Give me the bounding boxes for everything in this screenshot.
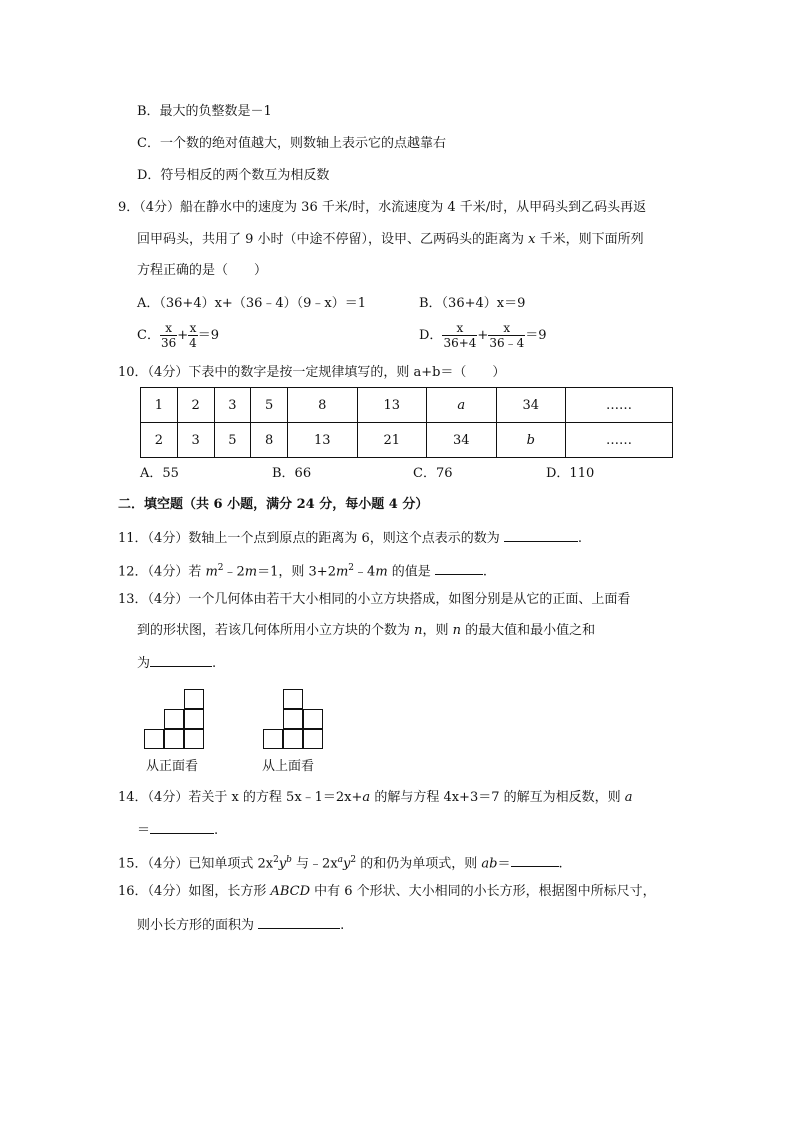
- table-cell: 3: [177, 423, 214, 458]
- table-cell: a: [427, 388, 497, 423]
- table-cell: 2: [141, 423, 178, 458]
- q9-option-b: B．（36+4）x＝9: [419, 296, 526, 311]
- q10-option-c: C．76: [413, 466, 453, 481]
- q10-option-a: A．55: [140, 466, 179, 481]
- q16-line1: 16．（4分）如图，长方形 ABCD 中有 6 个形状、大小相同的小长方形，根据图中所标尺寸，: [118, 884, 656, 899]
- table-cell: b: [496, 423, 566, 458]
- table-cell: 21: [357, 423, 427, 458]
- q9-option-d: D． $\frac{x}{36+4}$ + $\frac{x}{36﹣4}$ ＝9: [419, 321, 547, 350]
- front-view-caption: 从正面看: [146, 759, 199, 774]
- q14-line1: 14．（4分）若关于 x 的方程 5x﹣1＝2x+a 的解与方程 4x+3＝7 的解互为相反数，则 a: [118, 790, 633, 805]
- q8-option-d: D．符号相反的两个数互为相反数: [137, 168, 330, 183]
- q9-option-c: C． $\frac{x}{36}$ + $\frac{x}{4}$ ＝9: [137, 321, 220, 350]
- q9-option-a: A．（36+4）x+（36﹣4）（9﹣x）＝1: [137, 296, 367, 311]
- q10-option-d: D．110: [546, 466, 595, 481]
- answer-blank: [504, 528, 578, 542]
- answer-blank: [150, 653, 212, 667]
- q10-stem: 10．（4分）下表中的数字是按一定规律填写的，则 a+b＝（ ）: [118, 365, 506, 380]
- fraction: $\frac{x}{36+4}$: [443, 321, 477, 350]
- table-cell: 34: [496, 388, 566, 423]
- answer-blank: [258, 915, 340, 929]
- answer-blank: [511, 853, 559, 867]
- table-cell: 5: [251, 388, 288, 423]
- table-row: [141, 388, 673, 423]
- answer-blank: [150, 820, 214, 834]
- table-row: [141, 423, 673, 458]
- fraction: $\frac{x}{36﹣4}$: [489, 321, 525, 350]
- q9-stem-line2: 回甲码头，共用了 9 小时（中途不停留），设甲、乙两码头的距离为 x 千米，则下面所列: [137, 232, 644, 247]
- table-cell: 8: [288, 388, 358, 423]
- table-cell: 1: [141, 388, 178, 423]
- q13-line3: 为 .: [137, 653, 216, 673]
- q11: 11．（4分）数轴上一个点到原点的距离为 6，则这个点表示的数为 .: [118, 528, 582, 548]
- q16-line2: 则小长方形的面积为 .: [137, 915, 344, 935]
- q9-stem-line3: 方程正确的是（ ）: [137, 263, 268, 278]
- q10-option-b: B．66: [272, 466, 312, 481]
- q13-line1: 13．（4分）一个几何体由若干大小相同的小立方块搭成，如图分别是从它的正面、上面看: [118, 592, 631, 607]
- table-cell: 8: [251, 423, 288, 458]
- q15: 15．（4分）已知单项式 $2x^2y^b$ 与$﹣2x^ay^2$ 的和仍为单项式，则 ab＝ .: [118, 855, 563, 872]
- table-cell: 13: [357, 388, 427, 423]
- sequence-table: [140, 387, 673, 458]
- section-heading: 二．填空题（共 6 小题，满分 24 分，每小题 4 分）: [118, 497, 429, 512]
- table-cell: ……: [566, 423, 673, 458]
- q13-line2: 到的形状图，若该几何体所用小立方块的个数为 n，则 n 的最大值和最小值之和: [137, 623, 596, 638]
- fraction: $\frac{x}{36}$: [160, 321, 177, 350]
- fraction: $\frac{x}{4}$: [189, 321, 197, 350]
- q8-option-c: C．一个数的绝对值越大，则数轴上表示它的点越靠右: [137, 136, 446, 151]
- top-view-caption: 从上面看: [262, 759, 315, 774]
- q8-option-b: B．最大的负整数是－1: [137, 104, 272, 119]
- q14-line2: ＝ .: [137, 820, 218, 840]
- table-cell: 2: [177, 388, 214, 423]
- table-cell: 5: [214, 423, 251, 458]
- table-cell: 13: [288, 423, 358, 458]
- table-cell: 3: [214, 388, 251, 423]
- table-cell: 34: [427, 423, 497, 458]
- q9-stem-line1: 9．（4分）船在静水中的速度为 36 千米/时，水流速度为 4 千米/时，从甲码头到乙码头再返: [118, 200, 647, 215]
- q12: 12．（4分）若 $m^2﹣2m=1$，则 $3+2m^2﹣4m$ 的值是 .: [118, 563, 488, 580]
- answer-blank: [435, 561, 483, 575]
- table-cell: ……: [566, 388, 673, 423]
